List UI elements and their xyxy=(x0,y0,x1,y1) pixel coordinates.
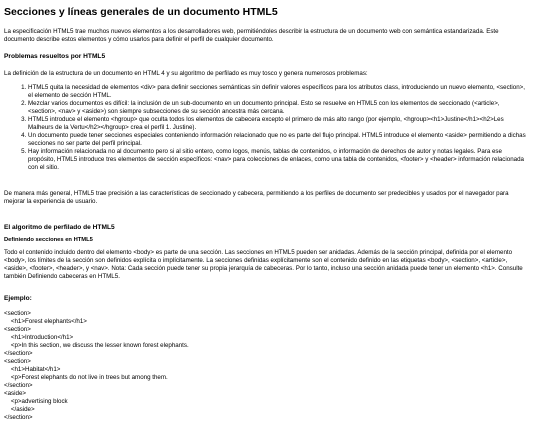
list-item: 3. HTML5 introduce el elemento <hgroup> que oculta todos los elementos de cabecera excepto el primero de más alto rango (por ejemplo, <hgroup><h1>Justine</h1><h2>Les Malheurs de la Vertu</h2></hgroup> crea el perfil 1. Justine). xyxy=(28,116,528,132)
algorithm-paragraph: Todo el contenido incluido dentro del elemento <body> es parte de una sección. Las secciones en HTML5 pueden ser anidadas. Además de la sección principal, definida por el elemento <body>, los límites de la sección son definidos explícita o implícitamente. La secciones definidas explícitamente son el contenido definido en las etiquetas <body>, <section>, <article>, <aside>, <footer>, <header>, y <nav>. Nota: Cada sección puede tener su propia jerarquía de cabeceras. Por lo tanto, incluso una sección anidada puede tener un elemento <h1>. Consulte también Definiendo cabeceras en HTML5. xyxy=(4,249,523,280)
algorithm-heading: El algoritmo de perfilado de HTML5 xyxy=(4,224,115,231)
algorithm-subheading: Definiendo secciones en HTML5 xyxy=(4,237,93,243)
list-item: 2. Mezclar varios documentos es difícil: la inclusión de un sub-documento en un documento principal. Esto se resuelve en HTML5 con los elementos de seccionado (<article>, <section>, <nav> y <aside>) son siempre subsecciones de su sección ancestra más cercana. xyxy=(28,100,528,116)
code-example: <section> <h1>Forest elephants</h1> <section> <h1>Introduction</h1> <p>In this section, we discuss the lesser known forest elephants. </section> <section> <h1>Habitat</h1> <p>Forest elephants do not live in trees but among them. </section> <aside> <p>advertising block </aside> </section> xyxy=(4,310,189,421)
example-heading: Ejemplo: xyxy=(4,295,32,302)
page-title: Secciones y líneas generales de un documento HTML5 xyxy=(4,6,278,18)
general-paragraph: De manera más general, HTML5 trae precisión a las características de seccionado y cabecera, permitiendo a los perfiles de documento ser predecibles y usados por el navegador para mejorar la experiencia de usuario. xyxy=(4,190,509,205)
list-item: 5. Hay información relacionada no al documento pero si al sitio entero, como logos, menús, tablas de contenidos, o información de derechos de autor y notas legales. Para ese propósito, HTML5 introduce tres elementos de sección específicos: <nav> para colecciones de enlaces, como una tabla de contenidos, <footer> y <header> información relacionada con el sitio. xyxy=(28,148,528,172)
intro-paragraph: La especificación HTML5 trae muchos nuevos elementos a los desarrolladores web, permitiéndoles describir la estructura de un documento web con semántica estandarizada. Este documento describe estos elementos y cómo usarlos para definir el perfil de cualquier documento. xyxy=(4,28,499,43)
list-item: 1. HTML5 quita la necesidad de elementos <div> para definir secciones semánticas sin definir valores específicos para los atributos class, introduciendo un nuevo elemento, <section>, el elemento de sección HTML. xyxy=(28,84,528,100)
problems-heading: Problemas resueltos por HTML5 xyxy=(4,53,106,60)
list-item: 4. Un documento puede tener secciones especiales conteniendo información relacionado que no es parte del flujo principal. HTML5 introduce el elemento <aside> permitiendo a dichas secciones no ser parte del perfil principal. xyxy=(28,132,528,148)
problems-intro: La definición de la estructura de un documento en HTML 4 y su algoritmo de perfilado es muy tosco y genera numerosos problemas: xyxy=(4,70,368,77)
problems-list xyxy=(4,84,528,172)
